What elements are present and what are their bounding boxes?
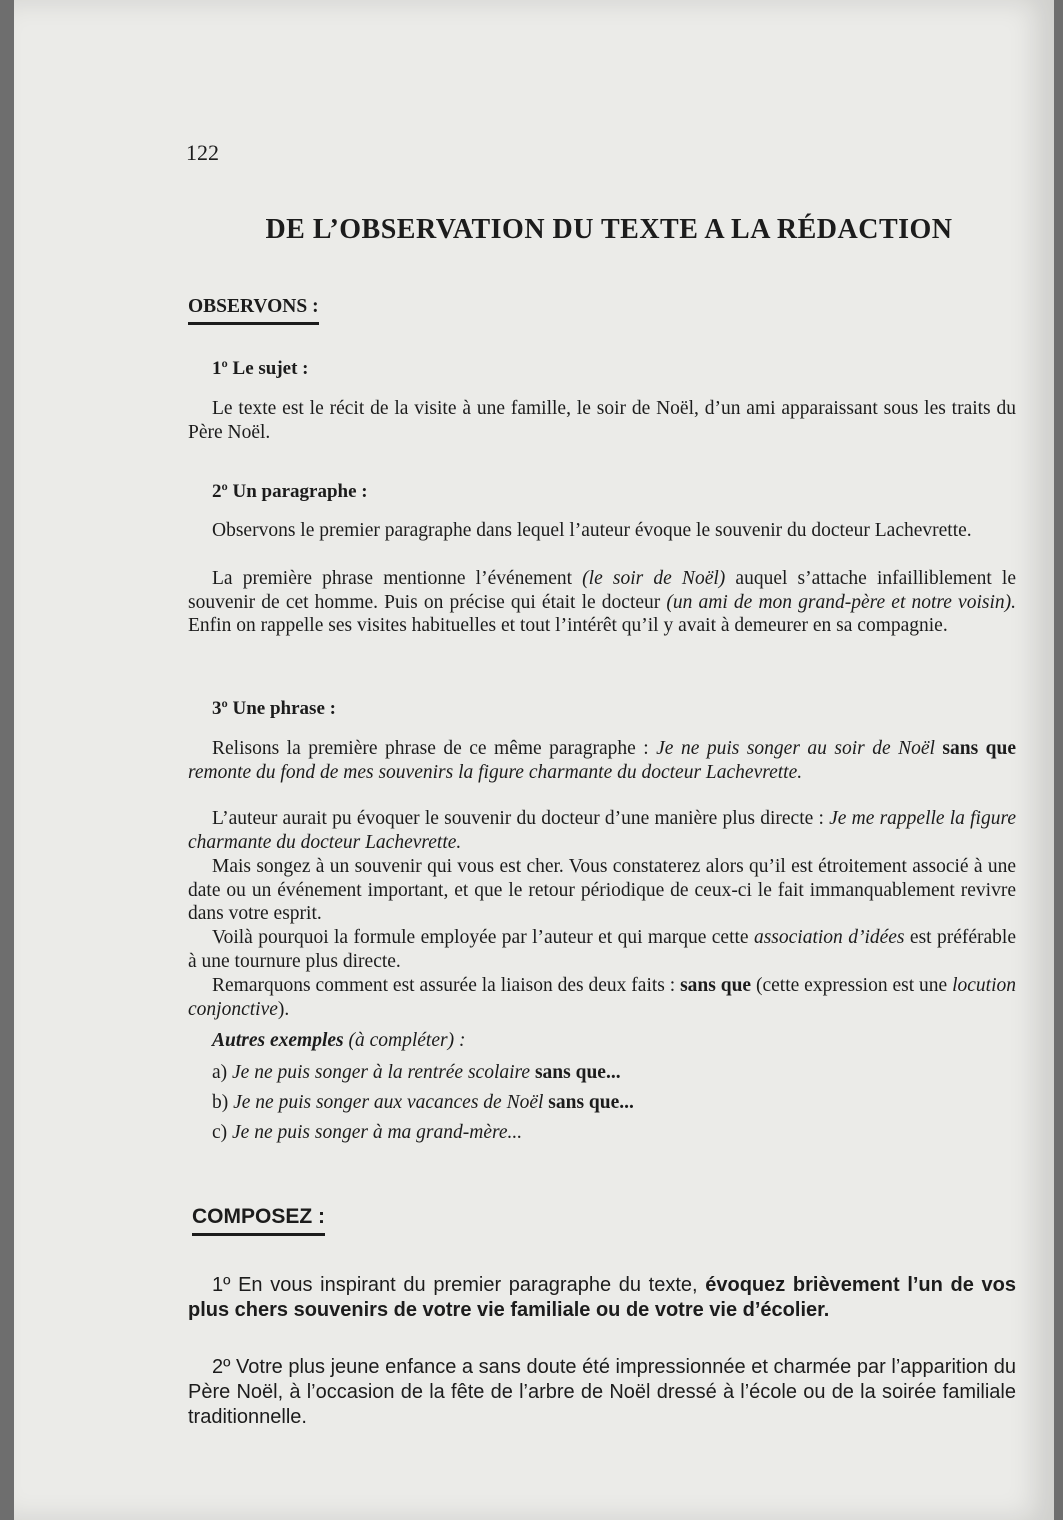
text-span: est préférable à une tournure plus directe. <box>188 927 1016 972</box>
text-span: auquel s’attache infailliblement le souvenir de cet homme. Puis on précise qui était le docteur <box>188 568 1016 613</box>
text-span: L’auteur aurait pu évoquer le souvenir du docteur d’une manière plus directe : <box>212 808 830 829</box>
italic-span: Je me rappelle la figure charmante du docteur Lachevrette. <box>188 808 1016 853</box>
text-span: Enfin on rappelle ses visites habituelles et tout l’intérêt qu’il y avait à demeurer en sa compagnie. <box>188 615 948 636</box>
paragraphe-text-1: Observons le premier paragraphe dans lequel l’auteur évoque le souvenir du docteur Lachevrette. <box>212 520 972 541</box>
bold-span: sans que <box>934 738 1016 759</box>
italic-span: Je ne puis songer au soir de Noël <box>656 738 935 759</box>
example-letter: a) <box>212 1062 233 1083</box>
page-title: DE L’OBSERVATION DU TEXTE A LA RÉDACTION <box>265 214 953 245</box>
composez-exercise-1 <box>188 1273 1016 1323</box>
examples-title <box>212 1030 465 1052</box>
text-span: La première phrase mentionne l’événement <box>212 568 583 589</box>
text-span: ). <box>277 998 290 1020</box>
example-text: Je ne puis songer à ma grand-mère... <box>232 1122 523 1143</box>
composez-heading <box>192 1205 325 1236</box>
example-text: Je ne puis songer à la rentrée scolaire <box>232 1062 531 1083</box>
italic-span: association d’idées <box>753 927 905 948</box>
example-item <box>212 1062 621 1084</box>
example-item <box>212 1092 634 1114</box>
example-letter: c) <box>212 1122 233 1143</box>
paragraphe-text-2 <box>188 567 1016 638</box>
italic-span: (un ami de mon grand-père et notre voisin). <box>666 591 1016 613</box>
italic-span: remonte du fond de mes souvenirs la figure charmante du docteur Lachevrette. <box>188 761 803 783</box>
book-page <box>14 0 1054 1520</box>
observons-heading-text: OBSERVONS : <box>188 296 319 317</box>
text-span: Voilà pourquoi la formule employée par l’auteur et qui marque cette <box>212 927 754 948</box>
bold-span: sans que <box>680 975 752 996</box>
phrase-text-1 <box>188 737 1016 784</box>
section-paragraphe-title: 2º Un paragraphe : <box>212 481 368 502</box>
text-span: (cette expression est une <box>751 975 953 996</box>
sujet-paragraph: Le texte est le récit de la visite à une famille, le soir de Noël, d’un ami apparaissant sous les traits du Père Noël. <box>188 398 1016 443</box>
example-letter: b) <box>212 1092 234 1113</box>
example-item <box>212 1122 522 1144</box>
section-phrase-title: 3º Une phrase : <box>212 698 336 719</box>
phrase-text-5 <box>188 974 1016 1021</box>
text-span: Remarquons comment est assurée la liaison des deux faits : <box>212 975 681 996</box>
composez-exercise-2: 2º Votre plus jeune enfance a sans doute été impressionnée et charmée par l’apparition du Père Noël, à l’occasion de la fête de l’arbre de Noël dressé à l’école ou de la soirée familiale traditionnelle. <box>188 1356 1016 1428</box>
italic-span: (le soir de Noël) <box>582 568 726 589</box>
section-sujet-title: 1º Le sujet : <box>212 358 309 379</box>
examples-note: (à compléter) : <box>343 1030 466 1051</box>
composez-underline <box>192 1233 325 1236</box>
composez-heading-text: COMPOSEZ : <box>192 1205 326 1228</box>
page-number: 122 <box>186 140 219 165</box>
observons-heading <box>188 296 319 325</box>
bold-span: évoquez brièvement l’un de vos plus chers souvenirs de votre vie familiale ou de votre vie d’écolier. <box>188 1274 1016 1321</box>
text-span: 1º En vous inspirant du premier paragraphe du texte, <box>212 1274 706 1296</box>
phrase-text-2 <box>188 807 1016 854</box>
observons-underline <box>188 322 319 325</box>
phrase-text-4 <box>188 926 1016 973</box>
phrase-text-3: Mais songez à un souvenir qui vous est cher. Vous constaterez alors qu’il est étroitement associé à une date ou un événement important, et que le retour périodique de ceux-ci le fait immanquablement revivre dans votre esprit. <box>188 856 1016 924</box>
examples-title-text: Autres exemples <box>212 1030 344 1051</box>
example-text: Je ne puis songer aux vacances de Noël <box>233 1092 544 1113</box>
italic-span: locution conjonctive <box>188 975 1016 1020</box>
example-tail: sans que... <box>530 1062 621 1083</box>
example-tail: sans que... <box>543 1092 634 1113</box>
text-span: Relisons la première phrase de ce même paragraphe : <box>212 738 657 759</box>
